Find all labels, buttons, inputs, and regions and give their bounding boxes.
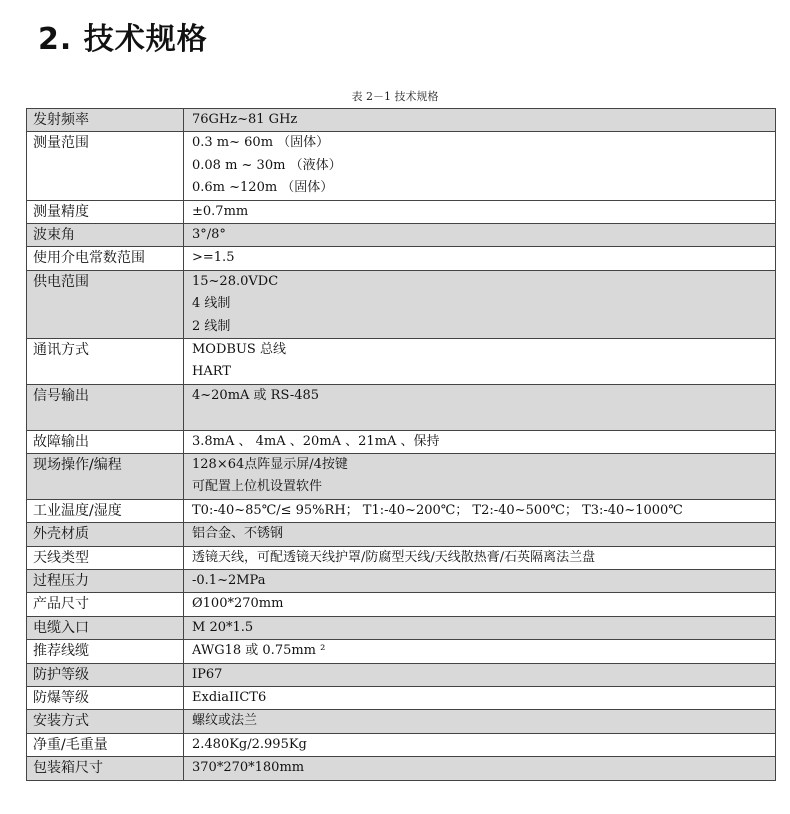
spec-value-cell	[184, 686, 776, 709]
spec-label: 安装方式	[27, 710, 184, 733]
spec-value-line: 可配置上位机设置软件	[192, 479, 323, 495]
spec-value-line: 4~20mA 或 RS-485	[192, 387, 320, 403]
spec-value-cell	[184, 132, 776, 200]
spec-row	[27, 338, 776, 384]
spec-value-line: AWG18 或 0.75mm ²	[192, 643, 326, 659]
spec-value-line: ±0.7mm	[192, 203, 249, 219]
spec-label: 电缆入口	[27, 616, 184, 639]
spec-value-line: M 20*1.5	[192, 619, 254, 635]
spec-label: 信号输出	[27, 384, 184, 430]
spec-row	[27, 757, 776, 780]
spec-label: 发射频率	[27, 109, 184, 132]
spec-row	[27, 523, 776, 546]
spec-value-cell	[184, 523, 776, 546]
spec-label: 推荐线缆	[27, 640, 184, 663]
spec-row	[27, 686, 776, 709]
spec-value-cell	[184, 757, 776, 780]
spec-value-cell	[184, 569, 776, 592]
spec-value-cell	[184, 270, 776, 338]
spec-value-cell	[184, 710, 776, 733]
spec-value-line: 2 线制	[192, 318, 231, 334]
spec-value-line: 4 线制	[192, 296, 231, 312]
spec-row	[27, 247, 776, 270]
spec-value-cell	[184, 546, 776, 569]
spec-value-cell	[184, 200, 776, 223]
spec-label: 故障输出	[27, 430, 184, 453]
spec-value-cell	[184, 384, 776, 430]
spec-value-line: >=1.5	[192, 250, 235, 266]
spec-label: 通讯方式	[27, 338, 184, 384]
spec-value-line: 螺纹或法兰	[192, 713, 258, 729]
spec-value-cell	[184, 247, 776, 270]
section-heading: 2. 技术规格	[38, 22, 208, 57]
spec-label: 防爆等级	[27, 686, 184, 709]
spec-row	[27, 430, 776, 453]
spec-value-cell	[184, 733, 776, 756]
spec-row	[27, 384, 776, 430]
spec-value-cell	[184, 616, 776, 639]
spec-value-cell	[184, 338, 776, 384]
spec-label: 测量范围	[27, 132, 184, 200]
spec-row	[27, 453, 776, 499]
spec-value-line: IP67	[192, 666, 223, 682]
spec-label: 工业温度/湿度	[27, 499, 184, 522]
spec-value-line: ExdiaIICT6	[192, 689, 267, 705]
spec-value-line: HART	[192, 364, 231, 380]
spec-value-line: Ø100*270mm	[192, 596, 284, 612]
spec-table-body	[27, 109, 776, 781]
spec-row	[27, 109, 776, 132]
spec-value-line: -0.1~2MPa	[192, 572, 266, 588]
spec-label: 波束角	[27, 223, 184, 246]
spec-value-cell	[184, 430, 776, 453]
spec-value-cell	[184, 663, 776, 686]
spec-row	[27, 616, 776, 639]
spec-value-line: 76GHz~81 GHz	[192, 112, 298, 127]
spec-value-line: 0.08 m ~ 30m （液体）	[192, 157, 342, 173]
spec-label: 防护等级	[27, 663, 184, 686]
spec-row	[27, 640, 776, 663]
spec-row	[27, 733, 776, 756]
spec-row	[27, 663, 776, 686]
spec-label: 使用介电常数范围	[27, 247, 184, 270]
spec-value-line: 2.480Kg/2.995Kg	[192, 736, 307, 752]
spec-value-cell	[184, 640, 776, 663]
spec-label: 测量精度	[27, 200, 184, 223]
spec-value-cell	[184, 593, 776, 616]
spec-value-line: 128×64点阵显示屏/4按键	[192, 456, 348, 472]
spec-label: 天线类型	[27, 546, 184, 569]
spec-value-line: T0:-40~85℃/≤ 95%RH； T1:-40~200℃； T2:-40~500℃； T3:-40~1000℃	[192, 502, 683, 518]
spec-value-line: 3°/8°	[192, 226, 226, 242]
spec-row	[27, 499, 776, 522]
spec-value-blank-line	[192, 407, 775, 429]
spec-row	[27, 270, 776, 338]
spec-value-cell	[184, 223, 776, 246]
spec-value-line: 透镜天线，可配透镜天线护罩/防腐型天线/天线散热膏/石英隔离法兰盘	[192, 549, 596, 565]
spec-value-line: 铝合金、不锈钢	[192, 526, 284, 542]
spec-value-line: 3.8mA 、 4mA 、20mA 、21mA 、保持	[192, 433, 440, 449]
spec-label: 净重/毛重量	[27, 733, 184, 756]
spec-label: 供电范围	[27, 270, 184, 338]
spec-row	[27, 546, 776, 569]
spec-row	[27, 569, 776, 592]
spec-value-line: 0.3 m~ 60m （固体）	[192, 135, 330, 151]
spec-value-cell	[184, 499, 776, 522]
spec-row	[27, 223, 776, 246]
spec-value-cell	[184, 453, 776, 499]
spec-row	[27, 593, 776, 616]
spec-value-line: 0.6m ~120m （固体）	[192, 180, 334, 196]
spec-row	[27, 710, 776, 733]
spec-label: 产品尺寸	[27, 593, 184, 616]
spec-label: 现场操作/编程	[27, 453, 184, 499]
spec-row	[27, 200, 776, 223]
table-caption: 表 2－1 技术规格	[351, 90, 439, 103]
spec-table	[26, 108, 776, 781]
spec-row	[27, 132, 776, 200]
spec-label: 包装箱尺寸	[27, 757, 184, 780]
spec-value-line: 15~28.0VDC	[192, 273, 279, 289]
spec-value-line: MODBUS 总线	[192, 341, 286, 357]
spec-label: 外壳材质	[27, 523, 184, 546]
spec-value-cell	[184, 109, 776, 132]
spec-value-line: 370*270*180mm	[192, 760, 305, 776]
spec-label: 过程压力	[27, 569, 184, 592]
